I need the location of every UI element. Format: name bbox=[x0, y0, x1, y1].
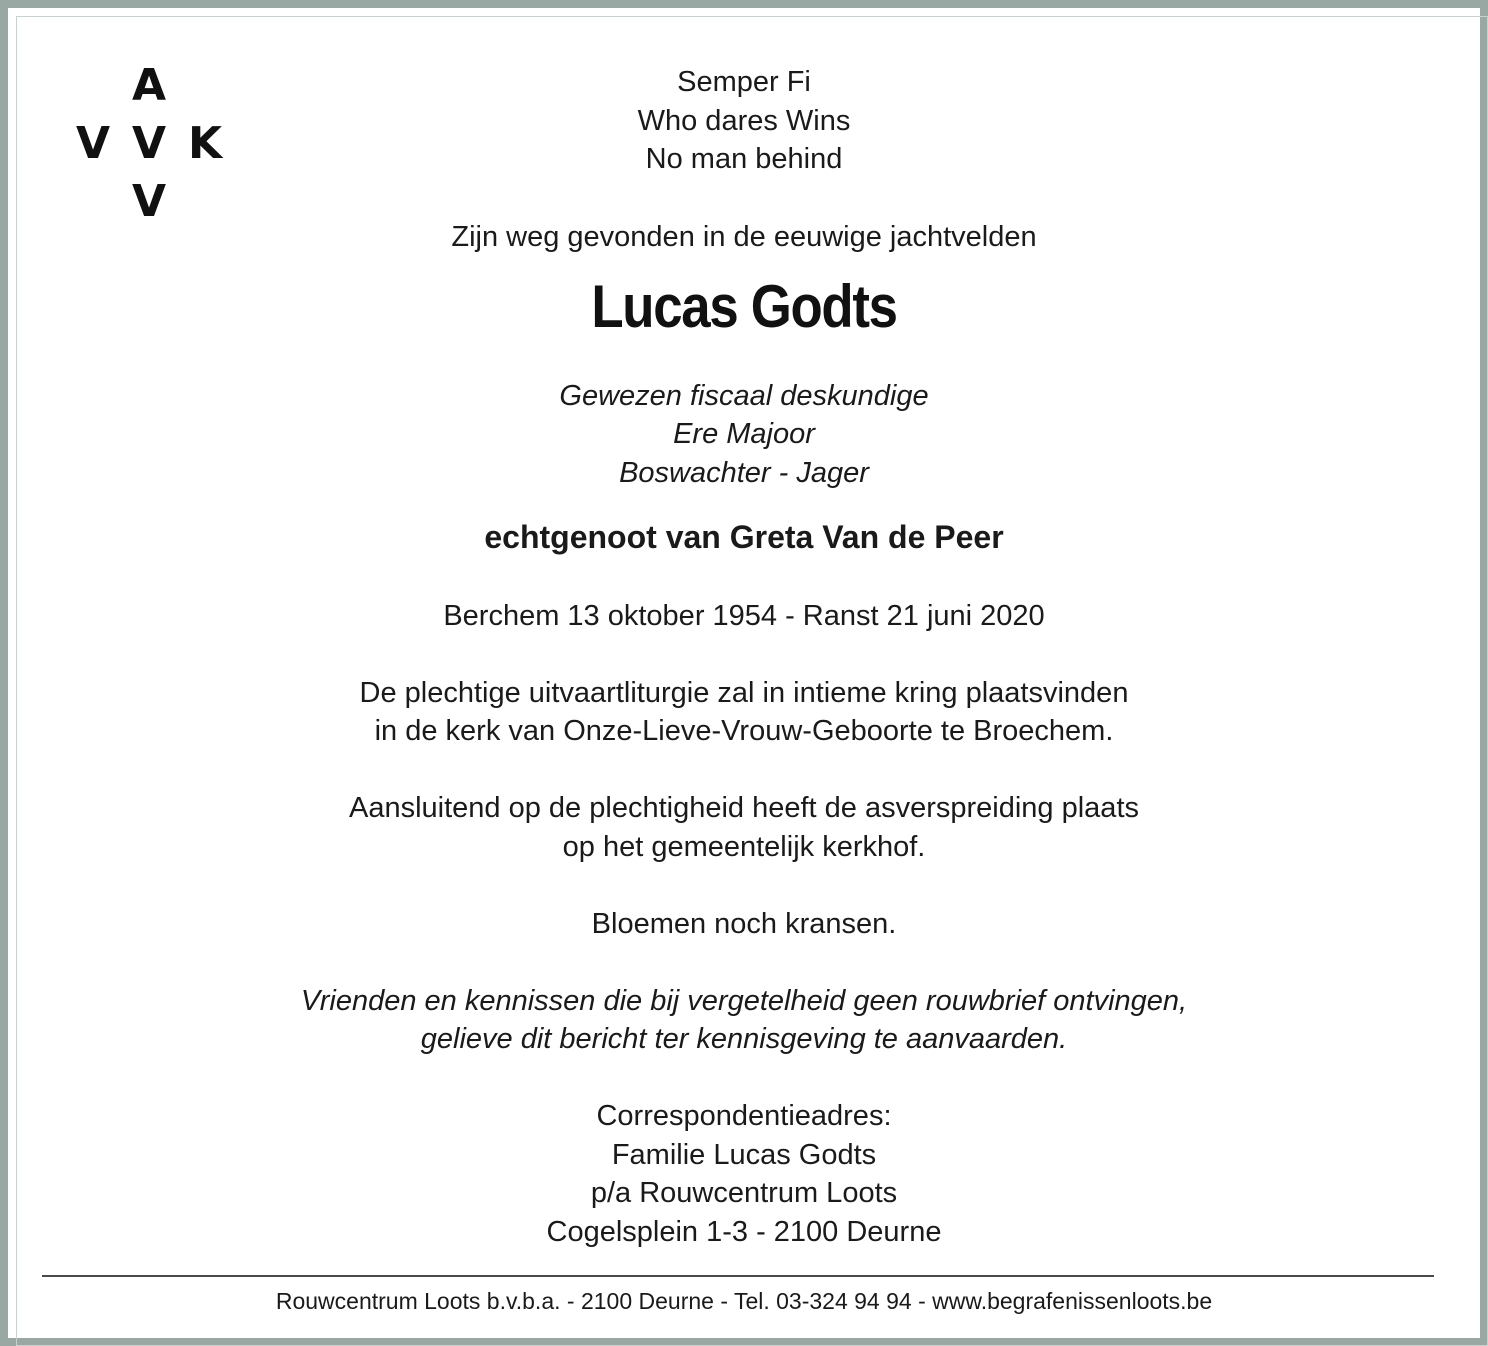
motto-line: Who dares Wins bbox=[637, 105, 851, 137]
correspondence-line: Cogelsplein 1-3 - 2100 Deurne bbox=[546, 1216, 942, 1248]
ceremony-line: De plechtige uitvaartliturgie zal in intieme kring plaatsvinden bbox=[359, 677, 1129, 709]
motto-line: No man behind bbox=[645, 143, 843, 175]
correspondence-line: p/a Rouwcentrum Loots bbox=[590, 1177, 898, 1209]
scattering-line: op het gemeentelijk kerkhof. bbox=[562, 831, 926, 863]
notice-line: gelieve dit bericht ter kennisgeving te aanvaarden. bbox=[420, 1023, 1068, 1055]
dates-line: Berchem 13 oktober 1954 - Ranst 21 juni 2020 bbox=[443, 600, 1045, 632]
correspondence-line: Familie Lucas Godts bbox=[611, 1139, 877, 1171]
correspondence-line: Correspondentieadres: bbox=[596, 1100, 892, 1132]
scattering-line: Aansluitend op de plechtigheid heeft de asverspreiding plaats bbox=[349, 792, 1139, 824]
title-line: Ere Majoor bbox=[673, 418, 815, 450]
notice-line: Vrienden en kennissen die bij vergetelheid geen rouwbrief ontvingen, bbox=[300, 985, 1188, 1017]
title-line: Boswachter - Jager bbox=[619, 457, 869, 489]
title-line: Gewezen fiscaal deskundige bbox=[559, 380, 929, 412]
intro-text: Zijn weg gevonden in de eeuwige jachtvelden bbox=[451, 221, 1037, 253]
footer-divider bbox=[42, 1275, 1434, 1277]
ceremony-line: in de kerk van Onze-Lieve-Vrouw-Geboorte te Broechem. bbox=[374, 715, 1114, 747]
flowers-line: Bloemen noch kransen. bbox=[591, 908, 897, 940]
logo-letter-top: A bbox=[131, 60, 167, 111]
footer-text: Rouwcentrum Loots b.v.b.a. - 2100 Deurne - Tel. 03-324 94 94 - www.begrafenissenloots.be bbox=[275, 1288, 1213, 1314]
logo-letter-bottom: V bbox=[131, 176, 167, 227]
logo-letter-middle: V bbox=[131, 118, 167, 169]
deceased-name: Lucas Godts bbox=[591, 273, 897, 340]
logo-letter-right: K bbox=[187, 118, 223, 169]
logo-letter-left: V bbox=[75, 118, 111, 169]
motto-line: Semper Fi bbox=[677, 66, 811, 98]
spouse-line: echtgenoot van Greta Van de Peer bbox=[484, 519, 1004, 555]
